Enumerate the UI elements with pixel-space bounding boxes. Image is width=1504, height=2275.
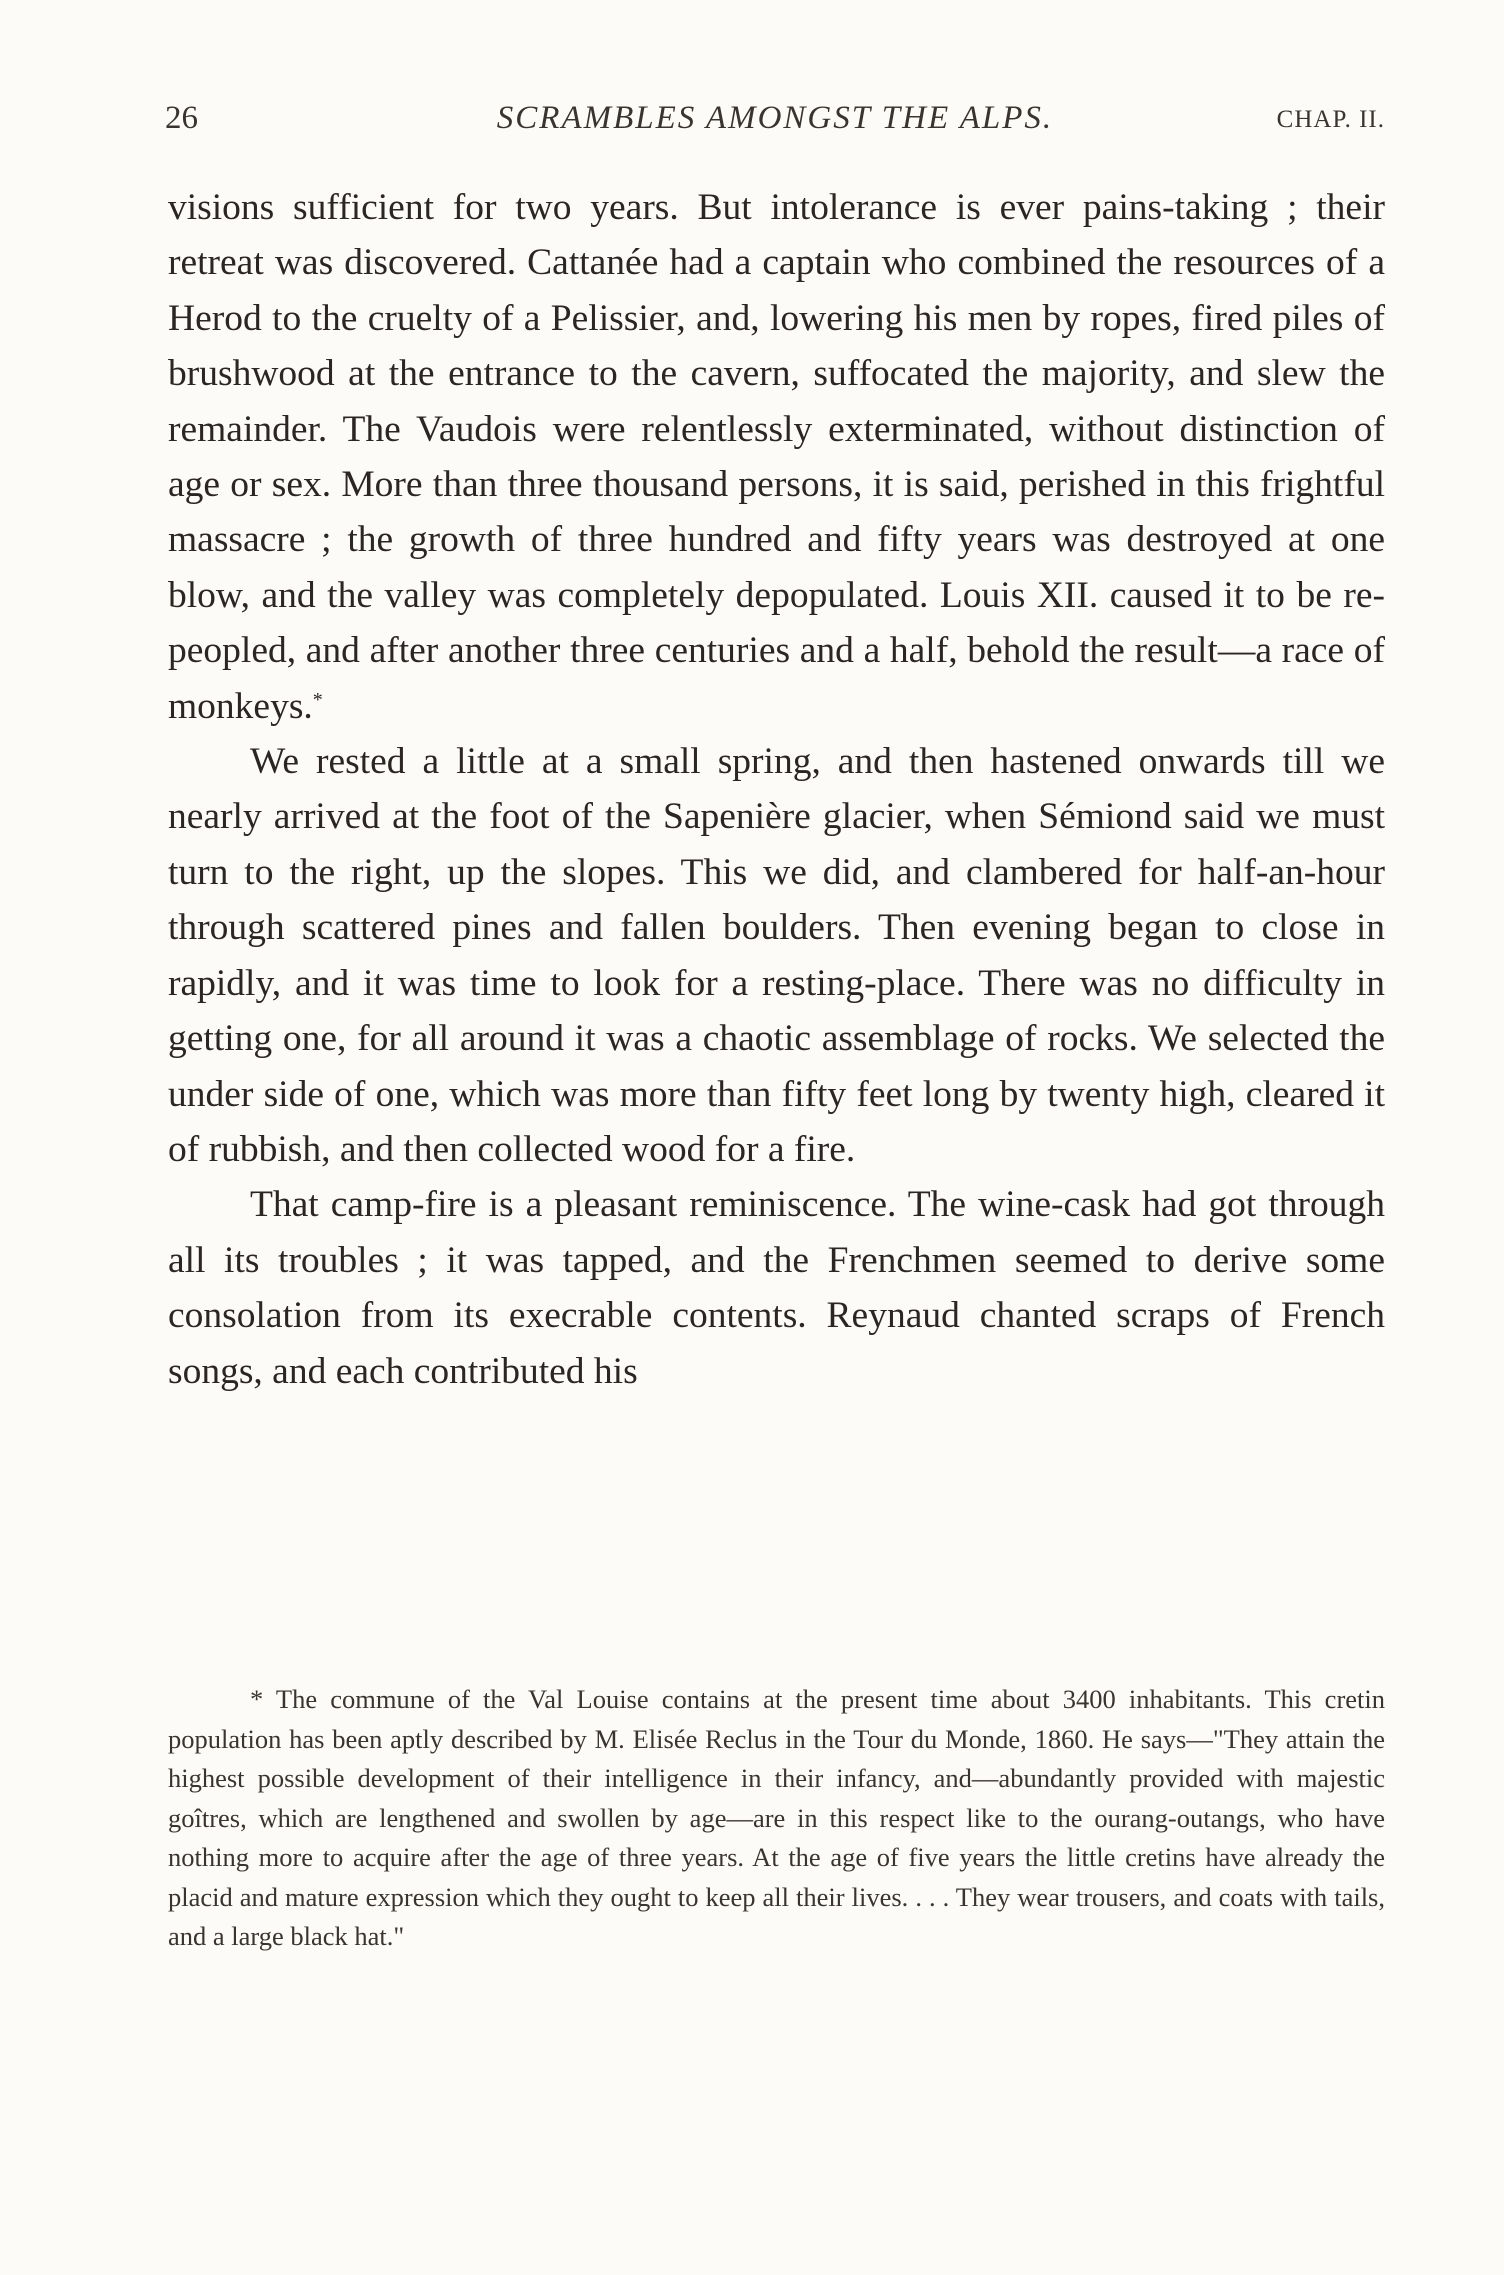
running-header [165, 100, 1385, 150]
page-number: 26 [165, 100, 198, 136]
footnote-marker: * [250, 1684, 264, 1714]
running-title: SCRAMBLES AMONGST THE ALPS. [496, 100, 1054, 136]
paragraph-2: We rested a little at a small spring, and then hastened onwards till we nearly arrived at the foot of the Sapenière glacier, when Sémiond said we must turn to the right, up the slopes. This we did, and clambered for half-an-hour through scattered pines and fallen boulders. Then evening began to close in rapidly, and it was time to look for a resting-place. There was no difficulty in getting one, for all around it was a chaotic assemblage of rocks. We selected the under side of one, which was more than fifty feet long by twenty high, cleared it of rubbish, and then collected wood for a fire. [168, 741, 1385, 1170]
paragraph-1-text: visions sufficient for two years. But intolerance is ever pains-taking ; their retreat was discovered. Cattanée had a captain who combined the resources of a Herod to the cruelty of a Pelissier, and, lowering his men by ropes, fired piles of brushwood at the entrance to the cavern, suffocated the majority, and slew the remainder. The Vaudois were relentlessly exterminated, without distinction of age or sex. More than three thousand persons, it is said, perished in this frightful massacre ; the growth of three hundred and fifty years was destroyed at one blow, and the valley was completely depopulated. Louis XII. caused it to be re-peopled, and after another three centuries and a half, behold the result—a race of monkeys. [168, 187, 1385, 727]
footnote [168, 1680, 1385, 1957]
body-text [168, 180, 1385, 1399]
paragraph-1 [168, 180, 1385, 734]
chapter-label: CHAP. II. [1276, 106, 1385, 133]
footnote-text: The commune of the Val Louise contains at the present time about 3400 inhabitants. This cretin population has been aptly described by M. Elisée Reclus in the Tour du Monde, 1860. He says—"They attain the highest possible development of their intelligence in their infancy, and—abundantly provided with majestic goîtres, which are lengthened and swollen by age—are in this respect like to the ourang-outangs, who have nothing more to acquire after the age of three years. At the age of five years the little cretins have already the placid and mature expression which they ought to keep all their lives. . . . They wear trousers, and coats with tails, and a large black hat." [168, 1684, 1386, 1951]
paragraph-3: That camp-fire is a pleasant reminiscence. The wine-cask had got through all its troubles ; it was tapped, and the Frenchmen seemed to derive some consolation from its execrable contents. Reynaud chanted scraps of French songs, and each contributed his [168, 1184, 1385, 1392]
footnote-reference: * [312, 688, 323, 711]
